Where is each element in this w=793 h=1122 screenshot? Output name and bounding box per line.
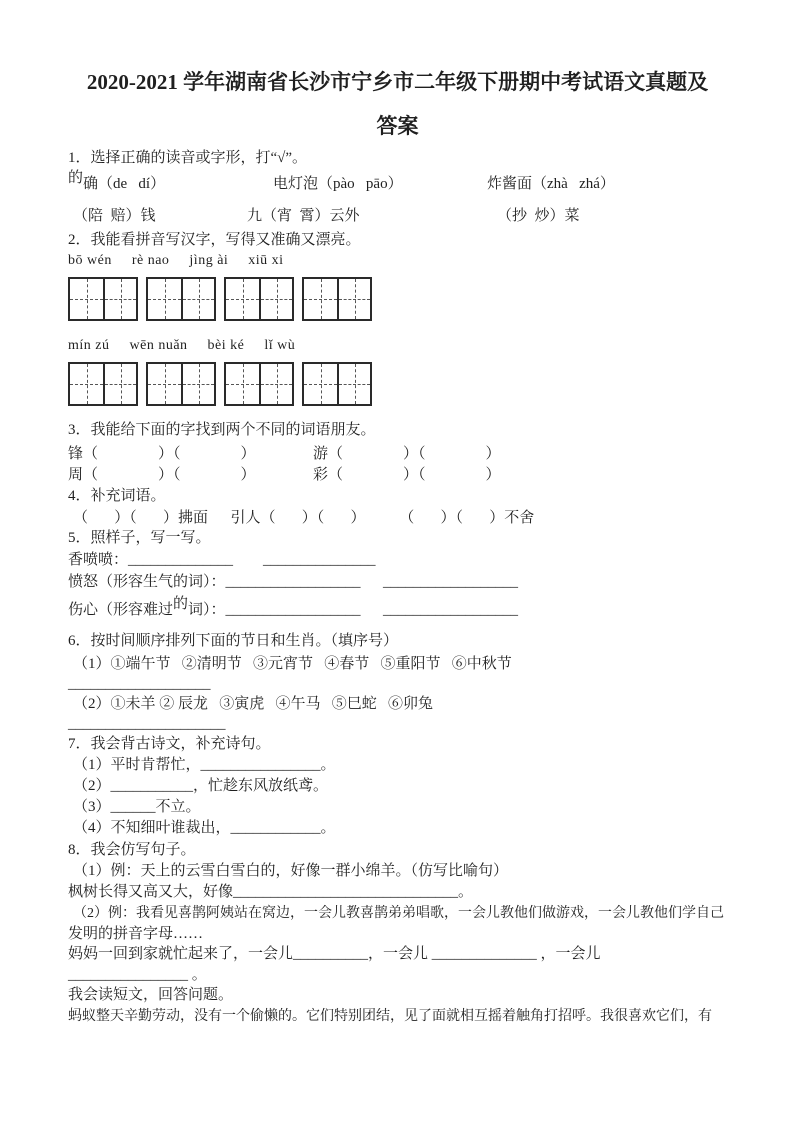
writing-grid-group (68, 277, 138, 321)
q6-answer-line-2: _____________________ (68, 716, 226, 732)
q1-r1-item-3: 炸酱面（zhà zhá） (487, 176, 615, 192)
writing-grid-cell (226, 279, 259, 319)
q1-r1-item-1: 的确（de dí） (68, 170, 166, 192)
writing-grid-group (302, 362, 372, 406)
q2-pinyin-row-1: bō wén rè nao jìng ài xiū xi (68, 253, 284, 268)
question-5-heading: 5．照样子，写一写。 (68, 530, 211, 546)
q7-line-3: （3）______不立。 (73, 799, 201, 815)
q3-r2-item-2: 彩（ ）（ ） (313, 467, 501, 483)
q3-r1-item-2: 游（ ）（ ） (313, 446, 501, 462)
q7-line-1: （1）平时肯帮忙，________________。 (73, 757, 336, 773)
q5-line-1: 香喷喷：______________ _______________ (68, 552, 376, 568)
question-1-heading: 1．选择正确的读音或字形，打“√”。 (68, 150, 308, 166)
writing-grid-group (68, 362, 138, 406)
question-7-heading: 7．我会背古诗文，补充诗句。 (68, 736, 271, 752)
writing-grid-cell (70, 364, 103, 404)
q8-example-2-continued: 发明的拼音字母…… (68, 926, 204, 942)
q5-line-2: 愤怒（形容生气的词）：__________________ __________________ (68, 574, 519, 590)
writing-grid-cell (304, 279, 337, 319)
question-2-heading: 2．我能看拼音写汉字，写得又准确又漂亮。 (68, 232, 361, 248)
writing-grid-group (224, 277, 294, 321)
question-6-heading: 6．按时间顺序排列下面的节日和生肖。（填序号） (68, 633, 399, 649)
writing-grid-cell (304, 364, 337, 404)
writing-grid-cell (259, 364, 292, 404)
writing-grid-group (146, 362, 216, 406)
writing-grid-cell (337, 279, 370, 319)
q5-line-3-blanks: __________________ __________________ (225, 602, 519, 618)
writing-grid-cell (259, 279, 292, 319)
writing-grid-cell (181, 364, 214, 404)
q6-answer-line-1: ___________________ (68, 676, 211, 692)
exam-title-line-1: 2020-2021 学年湖南省长沙市宁乡市二年级下册期中考试语文真题及 (86, 70, 709, 94)
q8-answer-1: 枫树长得又高又大，好像______________________________。 (68, 884, 474, 900)
reading-section-intro: 我会读短文，回答问题。 (68, 987, 234, 1003)
q1-r2-item-1: （陪 赔）钱 (73, 208, 156, 224)
q1-options-row-1 (68, 170, 727, 194)
q5-line-3: 伤心（形容难过的词）：__________________ __________________ (68, 596, 519, 618)
question-8-heading: 8．我会仿写句子。 (68, 842, 196, 858)
writing-grid-row-2 (68, 362, 727, 406)
q3-r1-item-1: 锋（ ）（ ） (68, 446, 256, 462)
writing-grid-cell (70, 279, 103, 319)
q1-options-row-2 (68, 206, 727, 226)
q5-line-2-blanks: __________________ __________________ (225, 574, 519, 590)
question-3-heading: 3．我能给下面的字找到两个不同的词语朋友。 (68, 422, 376, 438)
writing-grid-cell (148, 279, 181, 319)
q1-r1-superscript: 的 (68, 170, 84, 186)
q3-row-1 (68, 444, 727, 464)
q8-example-1: （1）例：天上的云雪白雪白的，好像一群小绵羊。（仿写比喻句） (73, 863, 509, 879)
q6-item-2: （2）①未羊 ② 辰龙 ③寅虎 ④午马 ⑤巳蛇 ⑥卯兔 (73, 696, 434, 712)
exam-title-line-2: 答案 (376, 114, 419, 138)
writing-grid-row-1 (68, 277, 727, 321)
writing-grid-cell (226, 364, 259, 404)
writing-grid-cell (148, 364, 181, 404)
writing-grid-cell (337, 364, 370, 404)
writing-grid-group (302, 277, 372, 321)
q3-r2-item-1: 周（ ）（ ） (68, 467, 256, 483)
q1-r2-item-2: 九（宵 霄）云外 (247, 208, 360, 224)
writing-grid-cell (103, 279, 136, 319)
q5-line-3-superscript: 的 (173, 596, 189, 612)
question-4-heading: 4．补充词语。 (68, 488, 166, 504)
q1-r2-item-3: （抄 炒）菜 (497, 208, 580, 224)
q8-example-2: （2）例：我看见喜鹊阿姨站在窝边，一会儿教喜鹊弟弟唱歌，一会儿教他们做游戏，一会儿教他们学自己 (73, 906, 724, 921)
writing-grid-group (224, 362, 294, 406)
reading-passage-line-1: 蚂蚁整天辛勤劳动，没有一个偷懒的。它们特别团结，见了面就相互摇着触角打招呼。我很喜欢它们，有 (68, 1009, 712, 1024)
writing-grid-cell (103, 364, 136, 404)
q6-item-1: （1）①端午节 ②清明节 ③元宵节 ④春节 ⑤重阳节 ⑥中秋节 (73, 656, 512, 672)
q2-pinyin-row-2: mín zú wēn nuǎn bèi ké lǐ wù (68, 338, 296, 353)
q7-line-4: （4）不知细叶谁裁出，____________。 (73, 820, 336, 836)
writing-grid-cell (181, 279, 214, 319)
writing-grid-group (146, 277, 216, 321)
q7-line-2: （2）___________，忙趁东风放纸鸢。 (73, 778, 329, 794)
q3-row-2 (68, 465, 727, 485)
q4-blanks-line: （ ）（ ）拂面 引人（ ）（ ） （ ）（ ）不舍 (73, 510, 535, 526)
q1-r1-item-2: 电灯泡（pào pāo） (273, 176, 403, 192)
q8-answer-2: 妈妈一回到家就忙起来了，一会儿__________，一会儿 ______________ ，一会儿 (68, 946, 601, 962)
q8-answer-2-continued: ________________ 。 (68, 967, 207, 983)
